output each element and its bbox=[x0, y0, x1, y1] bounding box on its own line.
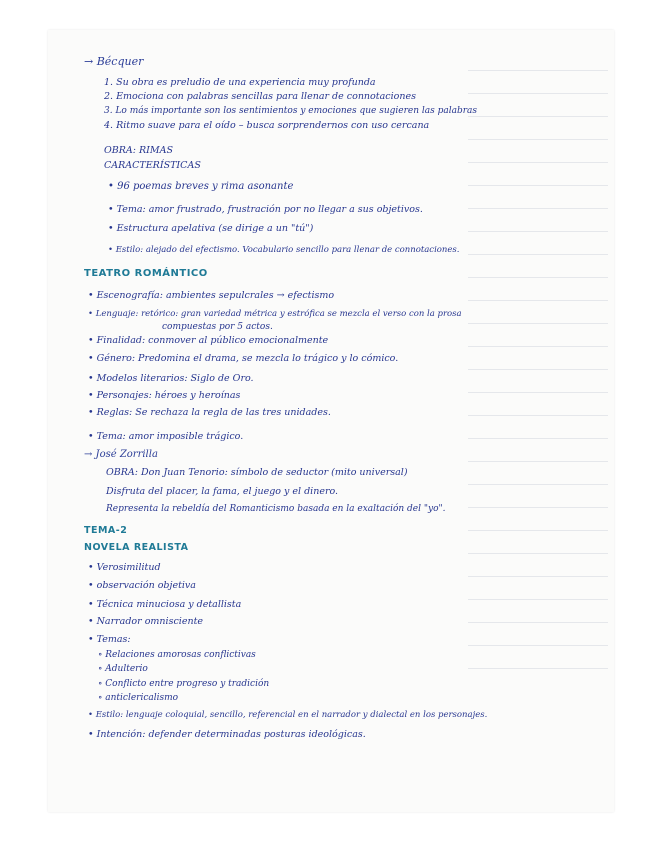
becquer-obra: OBRA: RIMAS bbox=[104, 145, 174, 156]
tema2-line-8: ∘ Conflicto entre progreso y tradición bbox=[98, 679, 270, 689]
tema2-line-10: • Estilo: lenguaje coloquial, sencillo, referencial en el narrador y dialectal en los personajes. bbox=[88, 710, 488, 720]
teatro-line-3: compuestas por 5 actos. bbox=[162, 322, 273, 332]
becquer-item-2: 2. Emociona con palabras sencillas para llenar de connotaciones bbox=[104, 91, 416, 102]
teatro-line-4: • Finalidad: conmover al público emocionalmente bbox=[88, 335, 329, 346]
becquer-item-3: 3. Lo más importante son los sentimientos y emociones que sugieren las palabras bbox=[104, 106, 478, 116]
tema2-line-6: ∘ Relaciones amorosas conflictivas bbox=[98, 650, 256, 660]
becquer-item-1: 1. Su obra es preludio de una experiencia muy profunda bbox=[104, 77, 376, 88]
zorrilla-line-1: OBRA: Don Juan Tenorio: símbolo de seductor (mito universal) bbox=[106, 467, 408, 478]
becquer-heading: → Bécquer bbox=[84, 55, 144, 68]
zorrilla-line-2: Disfruta del placer, la fama, el juego y el dinero. bbox=[106, 486, 339, 497]
tema2-line-9: ∘ anticlericalismo bbox=[98, 693, 179, 703]
tema2-subheading: NOVELA REALISTA bbox=[84, 542, 189, 553]
tema2-heading: TEMA-2 bbox=[84, 525, 128, 536]
tema2-line-7: ∘ Adulterio bbox=[98, 664, 148, 674]
teatro-line-5: • Género: Predomina el drama, se mezcla lo trágico y lo cómico. bbox=[88, 353, 399, 364]
bleed-through-text bbox=[468, 70, 608, 691]
teatro-line-1: • Escenografía: ambientes sepulcrales → efectismo bbox=[88, 290, 335, 301]
tema2-line-5: • Temas: bbox=[88, 634, 131, 645]
becquer-bullet-4: • Estilo: alejado del efectismo. Vocabulario sencillo para llenar de connotaciones. bbox=[108, 245, 460, 255]
tema2-line-11: • Intención: defender determinadas posturas ideológicas. bbox=[88, 729, 366, 740]
tema2-line-3: • Técnica minuciosa y detallista bbox=[88, 599, 242, 610]
tema2-line-1: • Verosimilitud bbox=[88, 562, 161, 573]
becquer-bullet-1: • 96 poemas breves y rima asonante bbox=[108, 181, 294, 192]
teatro-line-8: • Reglas: Se rechaza la regla de las tres unidades. bbox=[88, 407, 331, 418]
teatro-line-2: • Lenguaje: retórico: gran variedad métrica y estrófica se mezcla el verso con la prosa bbox=[88, 309, 462, 319]
tema2-line-4: • Narrador omnisciente bbox=[88, 616, 204, 627]
teatro-line-9: • Tema: amor imposible trágico. bbox=[88, 431, 244, 442]
becquer-item-4: 4. Ritmo suave para el oído – busca sorprendernos con uso cercana bbox=[104, 120, 430, 131]
tema2-line-2: • observación objetiva bbox=[88, 580, 196, 591]
becquer-bullet-3: • Estructura apelativa (se dirige a un "tú") bbox=[108, 223, 314, 234]
teatro-line-6: • Modelos literarios: Siglo de Oro. bbox=[88, 373, 254, 384]
becquer-caracteristicas: CARACTERÍSTICAS bbox=[104, 160, 201, 171]
teatro-line-7: • Personajes: héroes y heroínas bbox=[88, 390, 241, 401]
teatro-heading: TEATRO ROMÁNTICO bbox=[84, 268, 208, 279]
zorrilla-line-3: Representa la rebeldía del Romanticismo basada en la exaltación del "yo". bbox=[106, 504, 446, 514]
zorrilla-heading: → José Zorrilla bbox=[84, 449, 158, 460]
becquer-bullet-2: • Tema: amor frustrado, frustración por no llegar a sus objetivos. bbox=[108, 204, 423, 215]
